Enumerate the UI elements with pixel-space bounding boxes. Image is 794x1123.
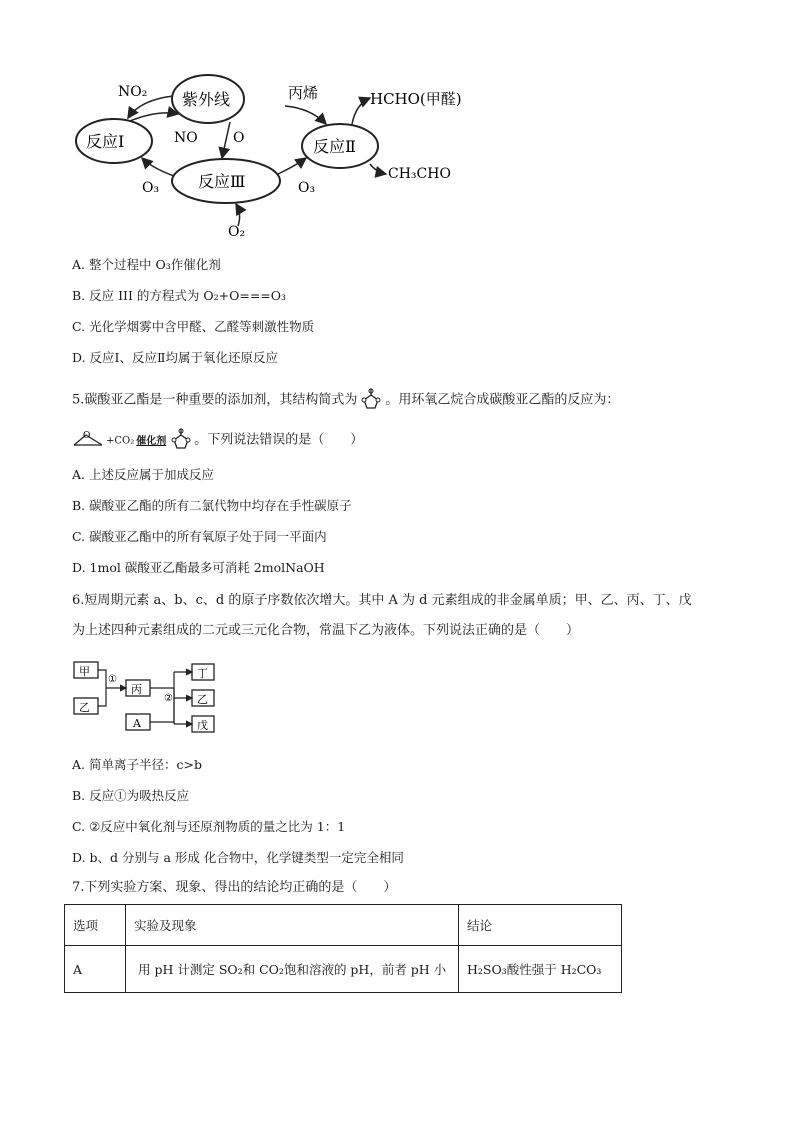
table-cell-option: A — [65, 946, 126, 993]
q6-step-2: ② — [164, 693, 173, 704]
q6-node-bing: 丙 — [131, 683, 142, 696]
ethylene-carbonate-product — [168, 428, 194, 452]
q7-stem: 7.下列实验方案、现象、得出的结论均正确的是（ ） — [72, 880, 397, 895]
label-hcho: HCHO(甲醛) — [370, 90, 462, 108]
q5-option-a: A. 上述反应属于加成反应 — [72, 467, 214, 482]
q7-table — [64, 904, 622, 993]
label-o: O — [233, 130, 245, 146]
q6-node-yi-out: 乙 — [197, 693, 208, 706]
label-ch3cho: CH₃CHO — [388, 166, 451, 182]
uv-label: 紫外线 — [182, 90, 231, 109]
q6-option-b: B. 反应①为吸热反应 — [72, 788, 190, 803]
q5-eq-tail: 。下列说法错误的是（ ） — [194, 432, 364, 448]
q4-option-b: B. 反应 III 的方程式为 O₂+O===O₃ — [72, 288, 287, 303]
q6-node-ding: 丁 — [197, 667, 208, 680]
table-row — [65, 946, 622, 993]
label-o3-left: O₃ — [142, 180, 160, 196]
table-header-experiment: 实验及现象 — [126, 905, 459, 946]
q6-option-d: D. b、d 分别与 a 形成 化合物中，化学键类型一定完全相同 — [72, 850, 404, 865]
q6-node-jia: 甲 — [79, 665, 90, 678]
q5-stem — [72, 388, 619, 412]
label-o3-right: O₃ — [298, 180, 316, 196]
q6-option-a: A. 简单离子半径：c>b — [72, 757, 202, 772]
r2-label: 反应Ⅱ — [313, 137, 356, 156]
q6-option-c: C. ②反应中氧化剂与还原剂物质的量之比为 1：1 — [72, 819, 346, 834]
q4-option-a: A. 整个过程中 O₃作催化剂 — [72, 257, 221, 272]
q6-node-a: A — [133, 717, 141, 730]
q5-eq-plus: +CO₂ — [106, 435, 135, 447]
ethylene-oxide-structure — [72, 431, 106, 449]
q4-option-c: C. 光化学烟雾中含甲醛、乙醛等刺激性物质 — [72, 319, 315, 334]
table-header-row — [65, 905, 622, 946]
q6-stem-2: 为上述四种元素组成的二元或三元化合物，常温下乙为液体。下列说法正确的是（ ） — [72, 623, 580, 638]
ethylene-carbonate-structure — [357, 388, 385, 412]
label-no2: NO₂ — [118, 84, 148, 100]
q5-option-b: B. 碳酸亚乙酯的所有二氯代物中均存在手性碳原子 — [72, 498, 352, 513]
r1-label: 反应Ⅰ — [86, 132, 125, 151]
q6-flow-diagram — [70, 658, 230, 742]
r3-label: 反应Ⅲ — [198, 172, 246, 191]
table-header-conclusion: 结论 — [459, 905, 622, 946]
q5-option-d: D. 1mol 碳酸亚乙酯最多可消耗 2molNaOH — [72, 560, 325, 575]
q6-stem-1: 6.短周期元素 a、b、c、d 的原子序数依次增大。其中 A 为 d 元素组成的非金属单质；甲、乙、丙、丁、戊 — [72, 593, 692, 608]
table-header-option: 选项 — [65, 905, 126, 946]
label-o2: O₂ — [228, 224, 246, 240]
table-cell-experiment: 用 pH 计测定 SO₂和 CO₂饱和溶液的 pH，前者 pH 小 — [126, 946, 459, 993]
q6-node-wu: 戊 — [197, 719, 208, 732]
label-propene: 丙烯 — [288, 84, 319, 102]
label-no: NO — [174, 130, 198, 146]
q5-equation — [72, 428, 363, 452]
q5-option-c: C. 碳酸亚乙酯中的所有氧原子处于同一平面内 — [72, 529, 327, 544]
q5-eq-catalyst: 催化剂 — [136, 435, 167, 447]
svg-text:O: O — [83, 431, 91, 441]
q4-option-d: D. 反应Ⅰ、反应Ⅱ均属于氧化还原反应 — [72, 350, 278, 365]
q6-node-yi-in: 乙 — [79, 701, 90, 714]
q6-step-1: ① — [108, 674, 117, 685]
table-cell-conclusion: H₂SO₃酸性强于 H₂CO₃ — [459, 946, 622, 993]
q5-stem-b: 。用环氧乙烷合成碳酸亚乙酯的反应为： — [385, 392, 620, 408]
smog-reaction-diagram — [70, 66, 490, 242]
q5-stem-a: 5.碳酸亚乙酯是一种重要的添加剂，其结构简式为 — [72, 392, 358, 408]
